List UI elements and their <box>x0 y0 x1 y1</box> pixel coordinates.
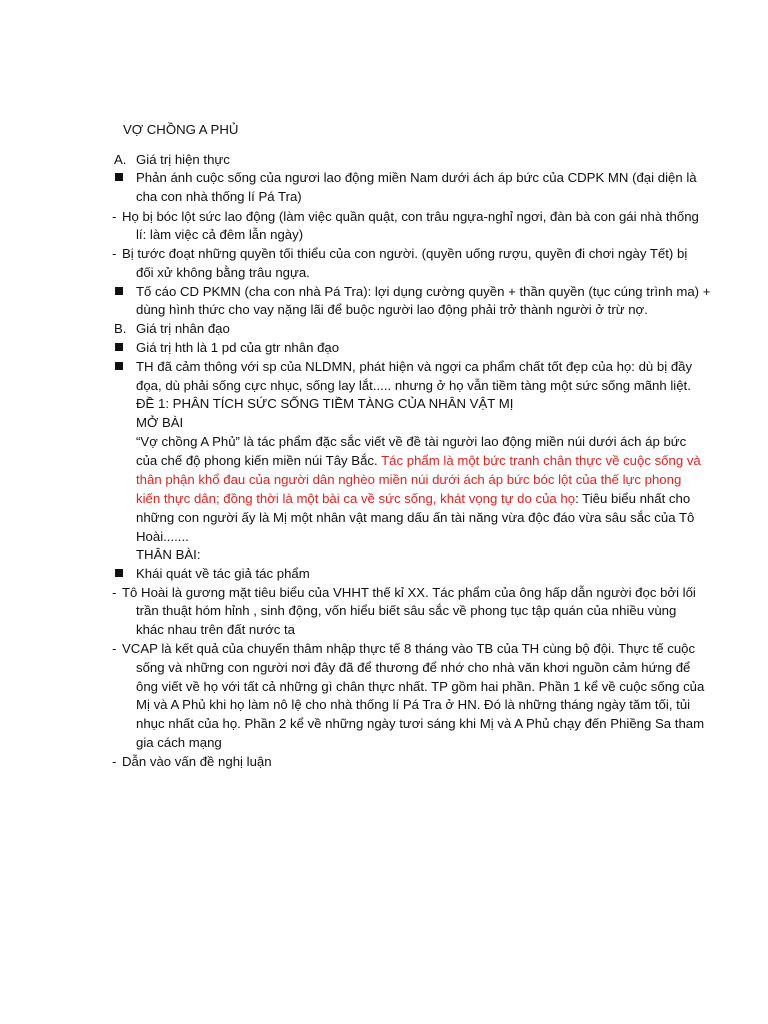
list-item-continuation: ông viết về họ với tất cả những gì chân thực nhất. TP gồm hai phần. Phần 1 kể về cuộc sống của <box>136 679 705 694</box>
list-item-continuation: sống và những con người nơi đây đã để thương để nhớ cho nhà văn khơi nguồn cảm hứng để <box>136 660 691 675</box>
highlighted-text: kiến thực dân; đồng thời là một bài ca về sức sống, khát vọng tự do của họ <box>136 491 576 506</box>
list-item: - VCAP là kết quả của chuyến thâm nhập thực tế 8 tháng vào TB của TH cùng bộ đội. Thực tế cuộc <box>112 641 696 656</box>
square-bullet-icon <box>115 362 123 370</box>
dash-marker: - <box>112 585 117 600</box>
heading-text: Giá trị hiện thực <box>136 152 230 167</box>
intro-heading: MỞ BÀI <box>136 415 184 430</box>
square-bullet-icon <box>115 343 123 351</box>
intro-paragraph-line <box>0 470 768 489</box>
list-item-continuation: khác nhau trên đất nước ta <box>136 622 295 637</box>
list-item-continuation: cha con nhà thống lí Pá Tra) <box>136 189 302 204</box>
square-bullet-icon <box>115 569 123 577</box>
intro-paragraph-line: của chế độ phong kiến miền núi Tây Bắc. Tác phẩm là một bức tranh chân thực về cuộc sống và <box>136 453 701 468</box>
dash-marker: - <box>112 754 117 769</box>
list-item-continuation: Mị và A Phủ khi họ làm nô lệ cho nhà thống lí Pá Tra ở HN. Đó là những tháng ngày tăm tối, tủi <box>136 697 691 712</box>
list-item-continuation: nhục nhất của họ. Phần 2 kể về những ngày tươi sáng khi Mị và A Phủ chạy đến Phiềng Sa tham <box>136 716 705 731</box>
document-title: VỢ CHỒNG A PHỦ <box>123 122 239 137</box>
list-item: - Dẫn vào vấn đề nghị luận <box>112 754 272 769</box>
dash-marker: - <box>112 246 117 261</box>
body-heading: THÂN BÀI: <box>136 547 201 562</box>
list-item-continuation: dùng hình thức cho vay nặng lãi để buộc người lao động phải trở thành người ở trừ nợ. <box>136 302 648 317</box>
list-item: Khái quát về tác giả tác phẩm <box>0 564 768 583</box>
list-item: - Bị tước đoạt những quyền tối thiểu của con người. (quyền uống rượu, quyền đi chơi ngày Tết) bị <box>112 246 688 261</box>
list-item: - Họ bị bóc lột sức lao động (làm việc quần quật, con trâu ngựa-nghỉ ngơi, đàn bà con gái nhà thống <box>112 209 699 224</box>
list-item: Phản ánh cuộc sống của ngươi lao động miền Nam dưới ách áp bức của CDPK MN (đại diện là <box>0 168 768 187</box>
list-item: - Tô Hoài là gương mặt tiêu biểu của VHHT thế kỉ XX. Tác phẩm của ông hấp dẫn người đọc bởi lối <box>112 585 696 600</box>
highlighted-text: Tác phẩm là một bức tranh chân thực về cuộc sống và <box>381 453 701 468</box>
section-b-heading <box>0 319 768 338</box>
list-item-continuation: trần thuật hóm hỉnh , sinh động, vốn hiểu biết sâu sắc về phong tục tập quán của nhiều vùng <box>136 603 677 618</box>
heading-text: Giá trị nhân đạo <box>136 321 230 336</box>
section-a-heading <box>0 150 768 169</box>
intro-paragraph-line: Hoài....... <box>136 529 189 544</box>
list-marker: A. <box>114 152 127 167</box>
intro-paragraph-line: kiến thực dân; đồng thời là một bài ca về sức sống, khát vọng tự do của họ: Tiêu biểu nhất cho <box>136 491 691 506</box>
list-item-continuation: đối xử không bằng trâu ngựa. <box>136 265 310 280</box>
square-bullet-icon <box>115 173 123 181</box>
essay-topic: ĐỀ 1: PHÂN TÍCH SỨC SỐNG TIỀM TÀNG CỦA NHÂN VẬT MỊ <box>136 396 514 411</box>
intro-paragraph-line: “Vợ chồng A Phủ” là tác phẩm đặc sắc viết về đề tài người lao động miền núi dưới ách áp bức <box>136 434 687 449</box>
list-item: Tố cáo CD PKMN (cha con nhà Pá Tra): lợi dụng cường quyền + thần quyền (tục cúng trình ma) + <box>0 282 768 301</box>
square-bullet-icon <box>115 287 123 295</box>
list-item: Giá trị hth là 1 pd của gtr nhân đạo <box>0 338 768 357</box>
dash-marker: - <box>112 209 117 224</box>
list-item-continuation: lí: làm việc cả đêm lẫn ngày) <box>136 227 304 242</box>
intro-paragraph-line: những con người ấy là Mị một nhân vật mang dấu ấn tài năng vừa độc đáo vừa sâu sắc của Tô <box>136 510 695 525</box>
list-item-continuation: gia cách mạng <box>136 735 222 750</box>
list-marker: B. <box>114 321 127 336</box>
list-item-continuation: đọa, dù phải sống cực nhục, sống lay lắt..... nhưng ở họ vẫn tiềm tàng một sức sống mãnh liệt. <box>136 378 691 393</box>
list-item: TH đã cảm thông với sp của NLDMN, phát hiện và ngợi ca phẩm chất tốt đẹp của họ: dù bị đầy <box>0 357 768 376</box>
dash-marker: - <box>112 641 117 656</box>
highlighted-text: thân phận khổ đau của người dân nghèo miền núi dưới ách áp bức bóc lột của thế lực phong <box>136 472 682 487</box>
